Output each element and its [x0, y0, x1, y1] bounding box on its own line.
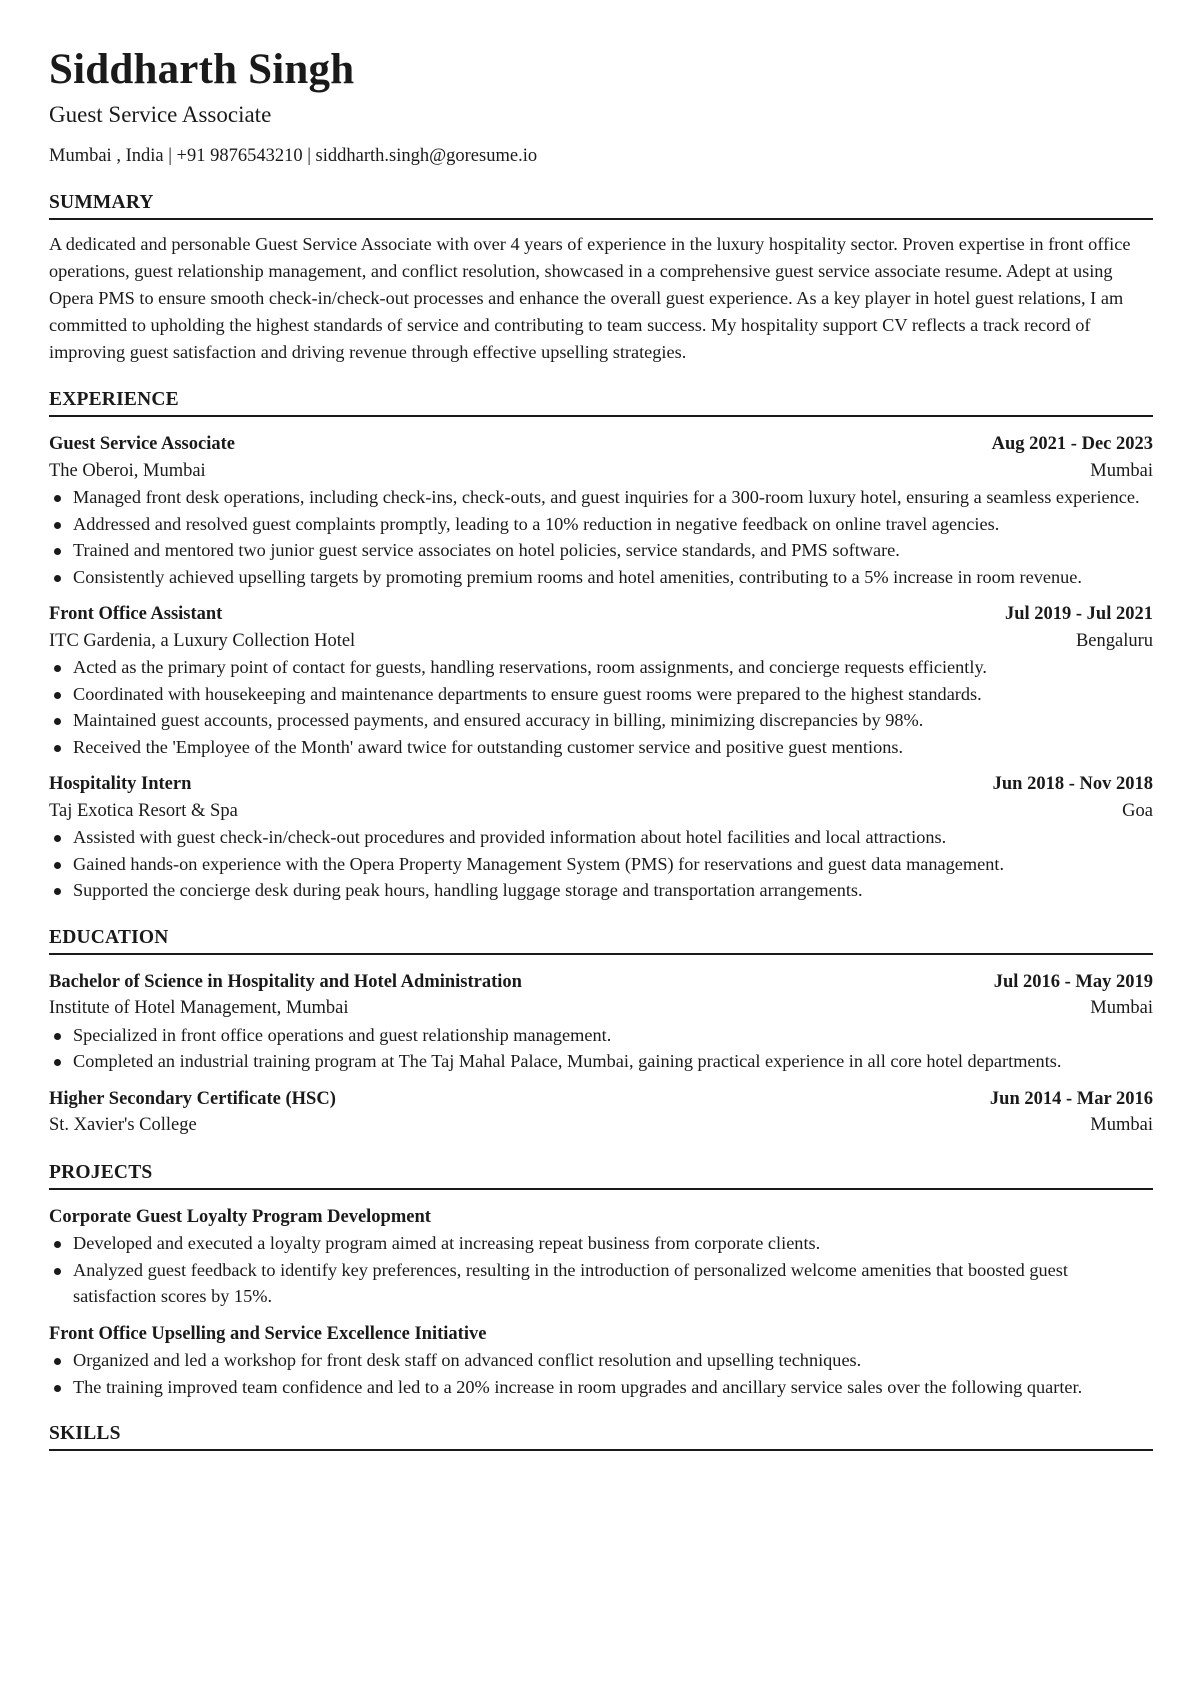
bullet-text: Specialized in front office operations and guest relationship management.	[73, 1024, 612, 1045]
entry-subheader	[49, 628, 1153, 655]
entry-dates: Jul 2016 - May 2019	[993, 971, 1153, 992]
bullet-list	[49, 484, 1153, 590]
skills-section	[49, 1422, 1153, 1451]
entry-dates: Aug 2021 - Dec 2023	[991, 434, 1153, 454]
bullet-item	[49, 707, 1153, 734]
education-entry	[49, 1086, 1153, 1139]
bullet-dot-icon	[54, 665, 61, 672]
entry-organization: Institute of Hotel Management, Mumbai	[49, 998, 349, 1018]
entry-location: Goa	[1122, 800, 1153, 821]
projects-list	[49, 1190, 1153, 1401]
entry-organization: Taj Exotica Resort & Spa	[49, 800, 238, 821]
experience-entry	[49, 431, 1153, 590]
bullet-item	[49, 1374, 1153, 1401]
entry-header	[49, 601, 1153, 628]
section-heading: EXPERIENCE	[49, 388, 1153, 417]
entry-header	[49, 1086, 1153, 1113]
entry-location: Mumbai	[1090, 1115, 1153, 1135]
bullet-dot-icon	[54, 888, 61, 895]
bullet-list	[49, 654, 1153, 760]
bullet-text: Supported the concierge desk during peak hours, handling luggage storage and transportation arrangements.	[73, 880, 863, 900]
entry-header	[49, 431, 1153, 458]
entry-location: Mumbai	[1090, 998, 1153, 1018]
bullet-item	[49, 734, 1153, 761]
bullet-item	[49, 1048, 1153, 1075]
bullet-text: Coordinated with housekeeping and maintenance departments to ensure guest rooms were prepared to the highest standards.	[73, 683, 982, 704]
bullet-text: Assisted with guest check-in/check-out procedures and provided information about hotel facilities and local attractions.	[73, 827, 947, 847]
bullet-text: Analyzed guest feedback to identify key preferences, resulting in the introduction of personalized welcome amenities that boosted guest satisfaction scores by 15%.	[73, 1259, 1068, 1306]
entry-subheader	[49, 1112, 1153, 1139]
entry-organization: St. Xavier's College	[49, 1115, 197, 1135]
entry-header	[49, 1321, 1153, 1348]
bullet-item	[49, 1257, 1153, 1310]
bullet-dot-icon	[54, 745, 61, 752]
bullet-dot-icon	[54, 495, 61, 502]
projects-section	[49, 1161, 1153, 1401]
bullet-item	[49, 877, 1153, 904]
bullet-item	[49, 654, 1153, 681]
bullet-text: Managed front desk operations, including check-ins, check-outs, and guest inquiries for a 300-room luxury hotel, ensuring a seamless experience.	[73, 487, 1140, 507]
entry-dates: Jun 2014 - Mar 2016	[989, 1088, 1153, 1109]
summary-text: A dedicated and personable Guest Service Associate with over 4 years of experience in the luxury hospitality sector. Proven expertise in front office operations, guest relationship management, and conflict resolution, showcased in a comprehensive guest service associate resume. Adept at using Opera PMS to ensure smooth check-in/check-out processes and enhance the overall guest experience. As a key player in hotel guest relations, I am committed to upholding the highest standards of service and contributing to team success. My hospitality support CV reflects a track record of improving guest satisfaction and driving revenue through effective upselling strategies.	[49, 234, 1131, 362]
bullet-text: Gained hands-on experience with the Opera Property Management System (PMS) for reservations and guest data management.	[73, 853, 1005, 874]
bullet-item	[49, 824, 1153, 851]
entry-header	[49, 969, 1153, 996]
section-heading: SUMMARY	[49, 191, 1153, 220]
entry-subheader	[49, 458, 1153, 485]
candidate-name: Siddharth Singh	[49, 46, 355, 93]
bullet-dot-icon	[54, 718, 61, 725]
bullet-dot-icon	[54, 1033, 61, 1040]
bullet-list	[49, 1347, 1153, 1400]
education-section	[49, 926, 1153, 1139]
bullet-list	[49, 1230, 1153, 1310]
projects-entry	[49, 1204, 1153, 1310]
bullet-text: Addressed and resolved guest complaints promptly, leading to a 10% reduction in negative feedback on online travel agencies.	[73, 513, 1000, 534]
bullet-dot-icon	[54, 1059, 61, 1066]
bullet-text: Maintained guest accounts, processed payments, and ensured accuracy in billing, minimizing discrepancies by 98%.	[73, 710, 924, 730]
entry-title: Front Office Assistant	[49, 604, 223, 624]
bullet-text: Developed and executed a loyalty program aimed at increasing repeat business from corporate clients.	[73, 1233, 821, 1253]
section-heading: PROJECTS	[49, 1161, 1153, 1190]
entry-organization: ITC Gardenia, a Luxury Collection Hotel	[49, 630, 356, 651]
bullet-item	[49, 851, 1153, 878]
entry-header	[49, 1204, 1153, 1231]
bullet-list	[49, 824, 1153, 904]
section-heading: EDUCATION	[49, 926, 1153, 955]
bullet-dot-icon	[54, 1358, 61, 1365]
entry-title: Front Office Upselling and Service Excellence Initiative	[49, 1323, 487, 1344]
bullet-item	[49, 484, 1153, 511]
experience-section	[49, 388, 1153, 904]
bullet-item	[49, 1347, 1153, 1374]
bullet-dot-icon	[54, 1385, 61, 1392]
bullet-item	[49, 511, 1153, 538]
entry-location: Bengaluru	[1075, 630, 1153, 651]
education-list	[49, 955, 1153, 1139]
bullet-item	[49, 1230, 1153, 1257]
bullet-text: Trained and mentored two junior guest service associates on hotel policies, service standards, and PMS software.	[73, 540, 900, 560]
bullet-dot-icon	[54, 522, 61, 529]
bullet-text: The training improved team confidence and led to a 20% increase in room upgrades and ancillary service sales over the following quarter.	[73, 1376, 1083, 1397]
experience-entry	[49, 601, 1153, 760]
candidate-title: Guest Service Associate	[49, 102, 272, 127]
education-entry	[49, 969, 1153, 1075]
entry-title: Hospitality Intern	[49, 774, 192, 794]
entry-title: Guest Service Associate	[49, 434, 235, 454]
contact-line: Mumbai , India | +91 9876543210 | siddharth.singh@goresume.io	[49, 146, 538, 166]
bullet-dot-icon	[54, 548, 61, 555]
bullet-dot-icon	[54, 1268, 61, 1275]
bullet-list	[49, 1022, 1153, 1075]
entry-dates: Jul 2019 - Jul 2021	[1004, 604, 1153, 624]
entry-title: Higher Secondary Certificate (HSC)	[49, 1088, 336, 1109]
bullet-item	[49, 1022, 1153, 1049]
entry-dates: Jun 2018 - Nov 2018	[992, 774, 1153, 794]
bullet-text: Received the 'Employee of the Month' award twice for outstanding customer service and positive guest mentions.	[73, 736, 904, 757]
bullet-dot-icon	[54, 835, 61, 842]
bullet-item	[49, 681, 1153, 708]
bullet-text: Acted as the primary point of contact for guests, handling reservations, room assignments, and concierge requests efficiently.	[73, 657, 987, 677]
section-heading: SKILLS	[49, 1422, 1153, 1451]
entry-header	[49, 771, 1153, 798]
bullet-item	[49, 564, 1153, 591]
entry-subheader	[49, 798, 1153, 825]
bullet-text: Completed an industrial training program at The Taj Mahal Palace, Mumbai, gaining practical experience in all core hotel departments.	[73, 1051, 1062, 1071]
entry-title: Bachelor of Science in Hospitality and Hotel Administration	[49, 971, 522, 992]
bullet-dot-icon	[54, 692, 61, 699]
projects-entry	[49, 1321, 1153, 1401]
bullet-dot-icon	[54, 862, 61, 869]
entry-organization: The Oberoi, Mumbai	[49, 460, 206, 481]
summary-section	[49, 191, 1153, 366]
bullet-text: Organized and led a workshop for front desk staff on advanced conflict resolution and upselling techniques.	[73, 1350, 862, 1370]
entry-title: Corporate Guest Loyalty Program Development	[49, 1206, 431, 1227]
entry-subheader	[49, 995, 1153, 1022]
experience-entry	[49, 771, 1153, 904]
experience-list	[49, 417, 1153, 904]
entry-location: Mumbai	[1090, 460, 1153, 481]
bullet-dot-icon	[54, 575, 61, 582]
bullet-item	[49, 537, 1153, 564]
bullet-text: Consistently achieved upselling targets by promoting premium rooms and hotel amenities, contributing to a 5% increase in room revenue.	[73, 566, 1082, 587]
bullet-dot-icon	[54, 1241, 61, 1248]
